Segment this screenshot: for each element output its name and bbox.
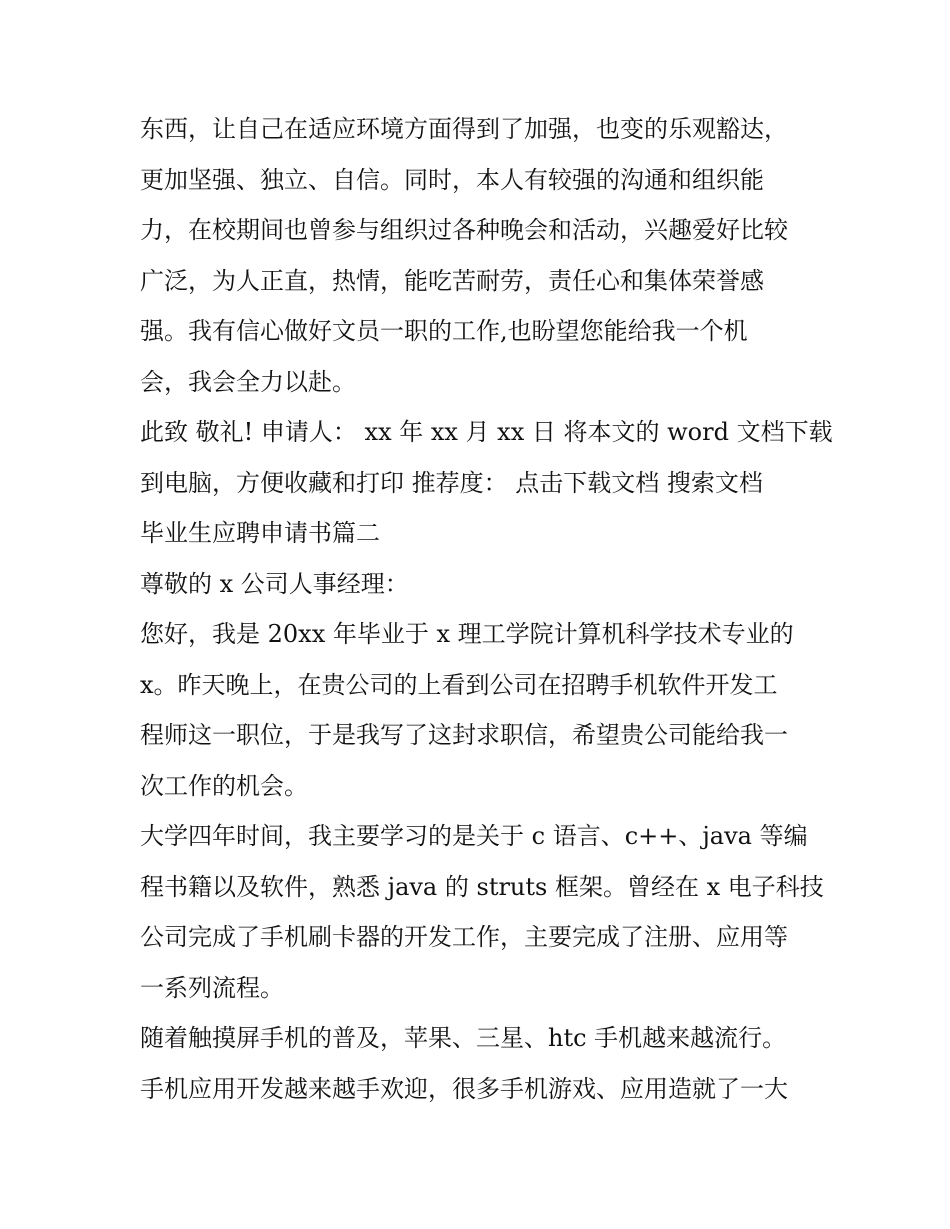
text-line: 强。我有信心做好文员一职的工作,也盼望您能给我一个机 — [140, 317, 748, 345]
text-line: 大学四年时间，我主要学习的是关于 c 语言、c++、java 等编 — [140, 822, 808, 850]
section-title: 毕业生应聘申请书篇二 — [140, 519, 380, 547]
text-line: 力，在校期间也曾参与组织过各种晚会和活动，兴趣爱好比较 — [140, 216, 788, 244]
text-line: 到电脑，方便收藏和打印 推荐度： 点击下载文档 搜索文档 — [140, 468, 763, 497]
text-line: 广泛，为人正直，热情，能吃苦耐劳，责任心和集体荣誉感 — [140, 266, 764, 295]
salutation: 尊敬的 x 公司人事经理： — [140, 569, 409, 598]
text-line: 程书籍以及软件，熟悉 java 的 struts 框架。曾经在 x 电子科技 — [140, 872, 824, 901]
document-body — [140, 104, 833, 1114]
text-line: 此致 敬礼! 申请人： xx 年 xx 月 xx 日 将本文的 word 文档下载 — [140, 418, 833, 446]
text-line: x。昨天晚上，在贵公司的上看到公司在招聘手机软件开发工 — [140, 670, 778, 699]
text-line: 手机应用开发越来越手欢迎，很多手机游戏、应用造就了一大 — [140, 1074, 788, 1103]
text-line: 公司完成了手机刷卡器的开发工作，主要完成了注册、应用等 — [140, 923, 788, 951]
text-line: 会，我会全力以赴。 — [140, 367, 356, 396]
text-line: 随着触摸屏手机的普及，苹果、三星、htc 手机越来越流行。 — [140, 1024, 787, 1052]
text-line: 您好，我是 20xx 年毕业于 x 理工学院计算机科学技术专业的 — [140, 620, 794, 648]
text-line: 更加坚强、独立、自信。同时，本人有较强的沟通和组织能 — [140, 165, 764, 194]
text-line: 次工作的机会。 — [140, 771, 308, 800]
text-line: 一系列流程。 — [140, 973, 284, 1002]
text-line: 东西，让自己在适应环境方面得到了加强，也变的乐观豁达， — [140, 115, 788, 143]
text-line: 程师这一职位，于是我写了这封求职信，希望贵公司能给我一 — [140, 721, 788, 749]
